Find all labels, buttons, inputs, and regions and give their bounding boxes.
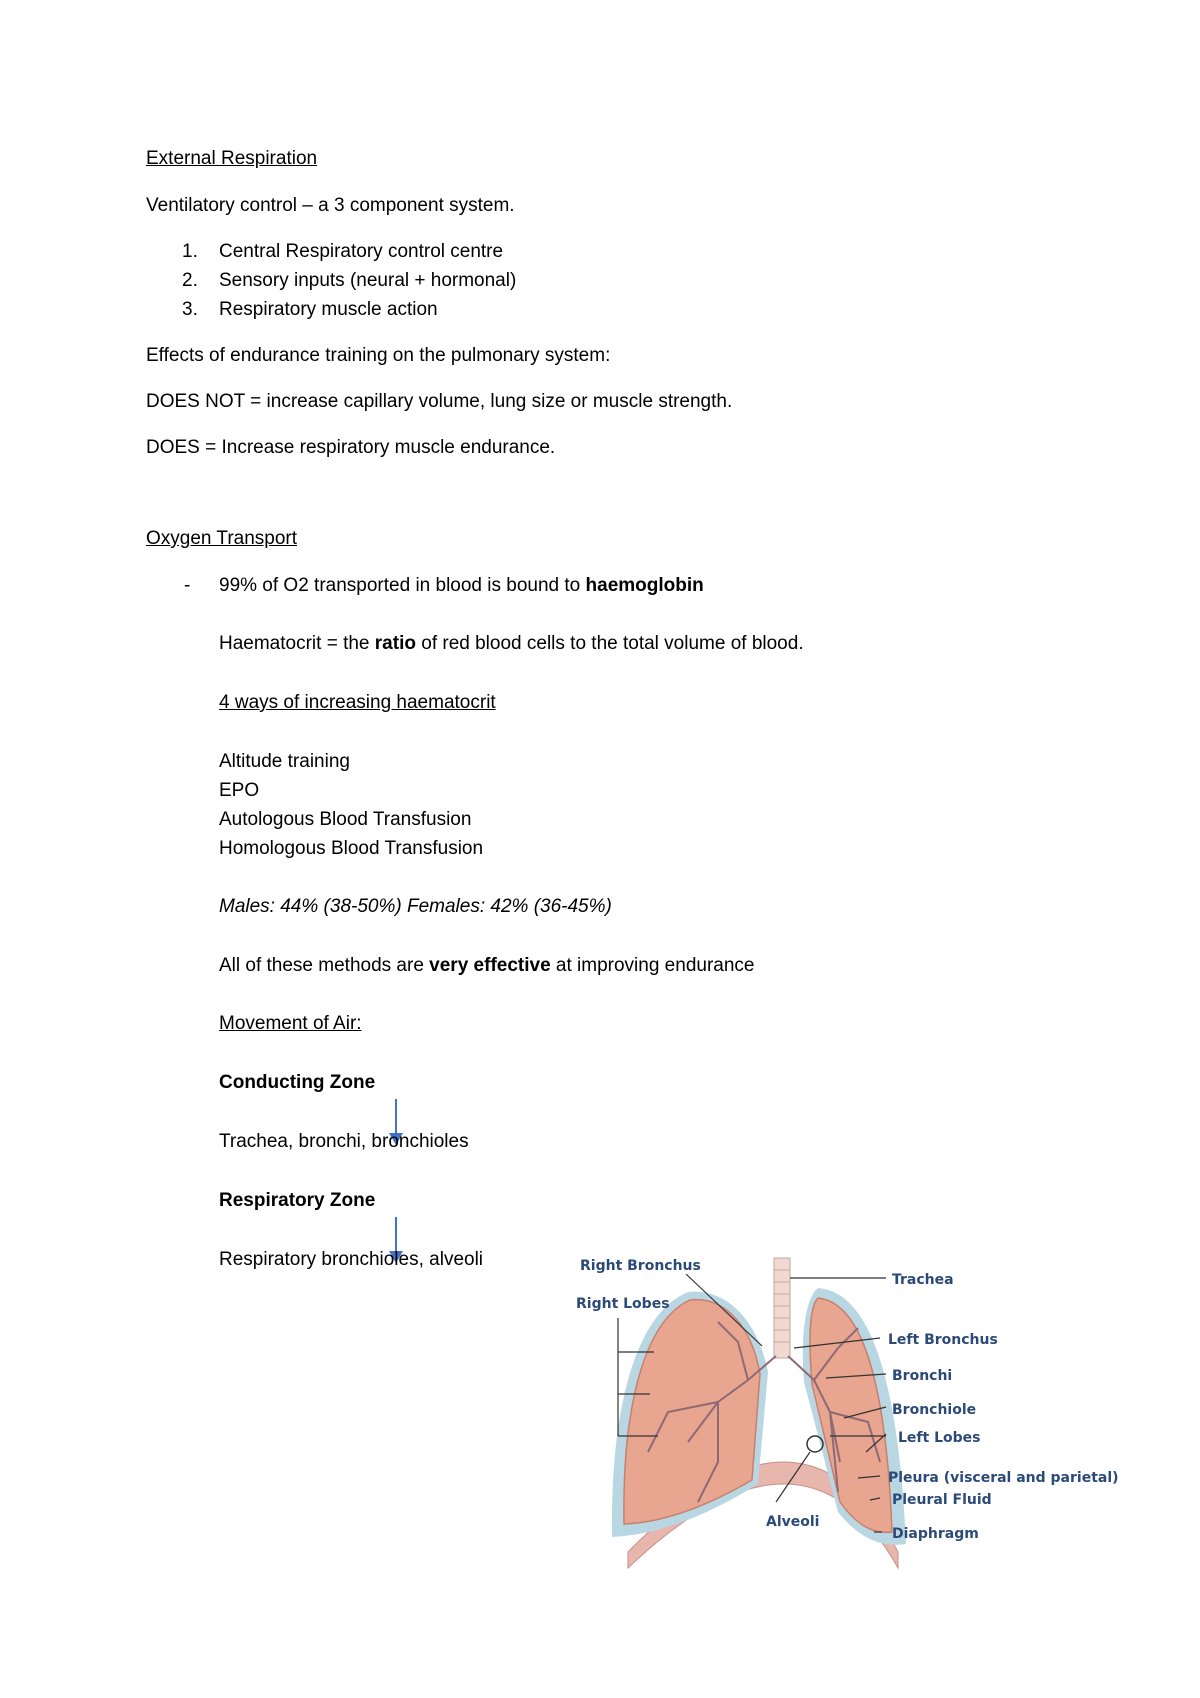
list-item: Respiratory muscle action xyxy=(219,299,438,320)
list-item: Sensory inputs (neural + hormonal) xyxy=(219,270,517,291)
section-heading-external-respiration: External Respiration xyxy=(146,148,318,169)
haematocrit-prefix: Haematocrit = the xyxy=(219,633,375,654)
conducting-zone-heading: Conducting Zone xyxy=(219,1072,376,1093)
ways-heading: 4 ways of increasing haematocrit xyxy=(219,692,496,713)
label-diaphragm: Diaphragm xyxy=(892,1526,979,1542)
label-bronchi: Bronchi xyxy=(892,1368,953,1384)
trachea-shape xyxy=(774,1258,790,1358)
label-trachea: Trachea xyxy=(892,1272,954,1288)
respiratory-zone-heading: Respiratory Zone xyxy=(219,1190,376,1211)
label-left-lobes: Left Lobes xyxy=(898,1430,981,1446)
bullet-dash: - xyxy=(184,575,191,596)
label-right-lobes: Right Lobes xyxy=(576,1296,670,1312)
list-number: 3. xyxy=(182,299,198,320)
list-number: 1. xyxy=(182,241,198,262)
does-not-line: DOES NOT = increase capillary volume, lung size or muscle strength. xyxy=(146,391,733,412)
ratio-term: ratio xyxy=(374,633,416,654)
effectiveness-line xyxy=(219,954,754,978)
lung-anatomy-diagram xyxy=(568,1252,1148,1572)
label-pleura: Pleura (visceral and parietal) xyxy=(888,1470,1119,1486)
ventilatory-control-intro: Ventilatory control – a 3 component system. xyxy=(146,195,515,216)
oxygen-bound-text: 99% of O2 transported in blood is bound to xyxy=(219,575,586,596)
respiratory-zone-items: Respiratory bronchioles, alveoli xyxy=(219,1249,484,1270)
conducting-zone-items: Trachea, bronchi, bronchioles xyxy=(219,1131,469,1152)
list-item: Central Respiratory control centre xyxy=(219,241,504,262)
list-number: 2. xyxy=(182,270,198,291)
label-left-bronchus: Left Bronchus xyxy=(888,1332,998,1348)
haematocrit-definition xyxy=(219,632,804,656)
label-bronchiole: Bronchiole xyxy=(892,1402,977,1418)
label-right-bronchus: Right Bronchus xyxy=(580,1258,701,1274)
way-item: EPO xyxy=(219,780,260,801)
haemoglobin-term: haemoglobin xyxy=(585,575,704,596)
very-effective-term: very effective xyxy=(429,955,551,976)
effective-prefix: All of these methods are xyxy=(219,955,430,976)
haematocrit-suffix: of red blood cells to the total volume of blood. xyxy=(415,633,804,654)
label-pleural-fluid: Pleural Fluid xyxy=(892,1492,992,1508)
way-item: Autologous Blood Transfusion xyxy=(219,809,472,830)
effects-heading: Effects of endurance training on the pulmonary system: xyxy=(146,345,611,366)
effective-suffix: at improving endurance xyxy=(550,955,755,976)
left-lung xyxy=(810,1298,892,1532)
way-item: Homologous Blood Transfusion xyxy=(219,838,484,859)
section-heading-oxygen-transport: Oxygen Transport xyxy=(146,528,298,549)
haematocrit-ranges: Males: 44% (38-50%) Females: 42% (36-45%) xyxy=(219,896,612,917)
way-item: Altitude training xyxy=(219,751,350,772)
label-alveoli: Alveoli xyxy=(766,1514,820,1530)
does-line: DOES = Increase respiratory muscle endurance. xyxy=(146,437,556,458)
movement-of-air-heading: Movement of Air: xyxy=(219,1013,362,1034)
oxygen-bound-line xyxy=(219,574,704,598)
